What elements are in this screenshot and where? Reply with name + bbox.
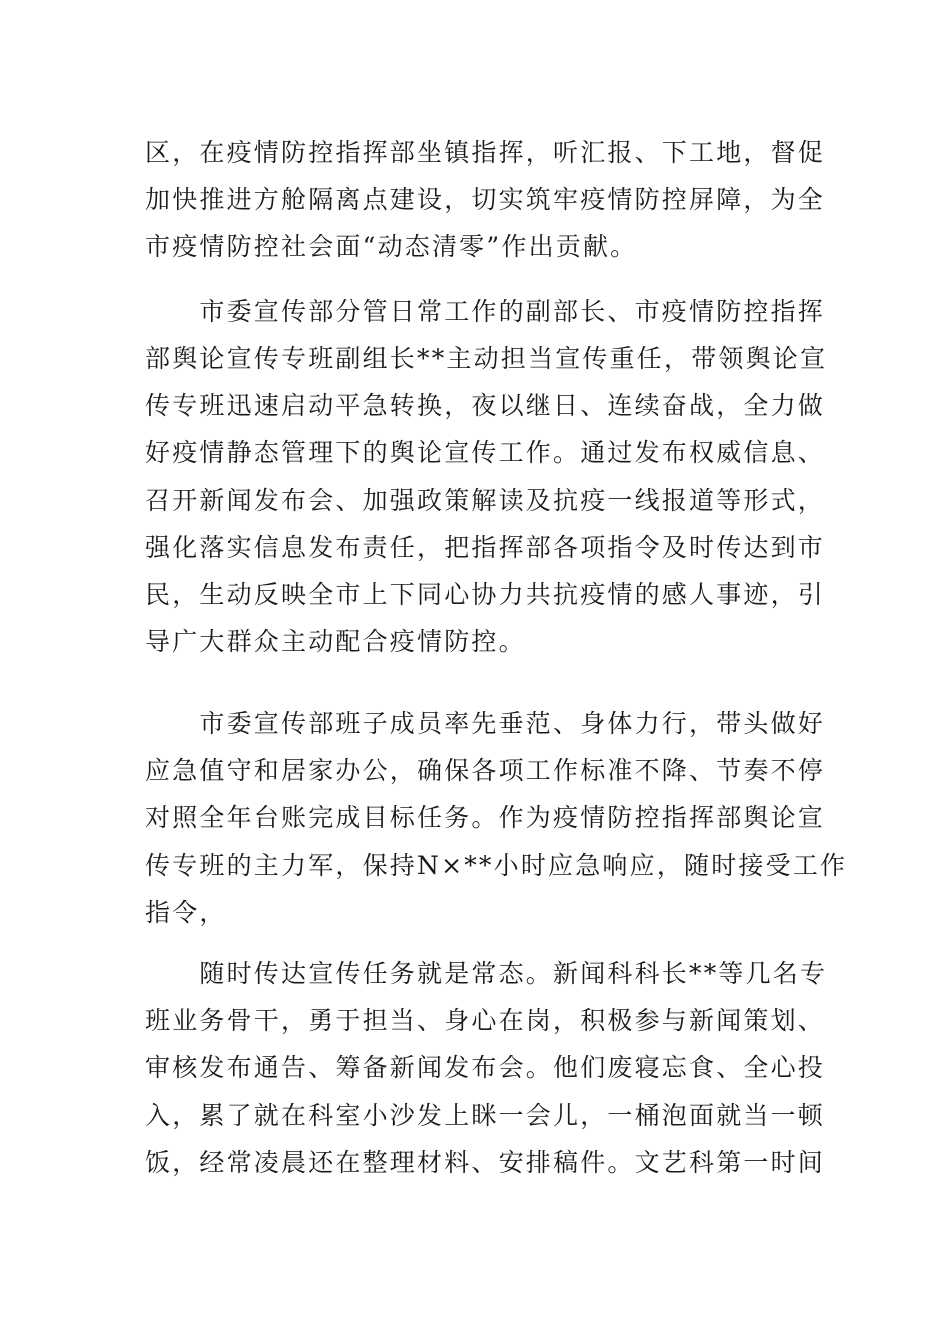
text-line: 加快推进方舱隔离点建设，切实筑牢疫情防控屏障，为全 bbox=[145, 185, 826, 214]
text-line: 民，生动反映全市上下同心协力共抗疫情的感人事迹，引 bbox=[145, 580, 826, 609]
text-line: 区，在疫情防控指挥部坐镇指挥，听汇报、下工地，督促 bbox=[145, 138, 826, 167]
text-line: 随时传达宣传任务就是常态。新闻科科长**等几名专 bbox=[145, 959, 828, 988]
text-line: 审核发布通告、筹备新闻发布会。他们废寝忘食、全心投 bbox=[145, 1053, 826, 1082]
text-line: 部舆论宣传专班副组长**主动担当宣传重任，带领舆论宣 bbox=[145, 344, 828, 373]
text-line: 市疫情防控社会面“动态清零”作出贡献。 bbox=[145, 232, 638, 261]
text-line: 传专班迅速启动平急转换，夜以继日、连续奋战，全力做 bbox=[145, 391, 826, 420]
text-line: 应急值守和居家办公，确保各项工作标准不降、节奏不停 bbox=[145, 756, 826, 785]
text-line: 指令， bbox=[145, 898, 227, 927]
text-line: 班业务骨干，勇于担当、身心在岗，积极参与新闻策划、 bbox=[145, 1006, 826, 1035]
text-line: 市委宣传部班子成员率先垂范、身体力行，带头做好 bbox=[145, 709, 826, 738]
text-line: 导广大群众主动配合疫情防控。 bbox=[145, 627, 526, 656]
text-line: 召开新闻发布会、加强政策解读及抗疫一线报道等形式， bbox=[145, 486, 826, 515]
text-line: 好疫情静态管理下的舆论宣传工作。通过发布权威信息、 bbox=[145, 438, 826, 467]
text-line: 传专班的主力军，保持N×**小时应急响应，随时接受工作 bbox=[145, 851, 848, 880]
text-line: 对照全年台账完成目标任务。作为疫情防控指挥部舆论宣 bbox=[145, 803, 826, 832]
text-line: 饭，经常凌晨还在整理材料、安排稿件。文艺科第一时间 bbox=[145, 1148, 826, 1177]
text-line: 入，累了就在科室小沙发上眯一会儿，一桶泡面就当一顿 bbox=[145, 1101, 826, 1130]
text-line: 市委宣传部分管日常工作的副部长、市疫情防控指挥 bbox=[145, 297, 826, 326]
text-line: 强化落实信息发布责任，把指挥部各项指令及时传达到市 bbox=[145, 533, 826, 562]
